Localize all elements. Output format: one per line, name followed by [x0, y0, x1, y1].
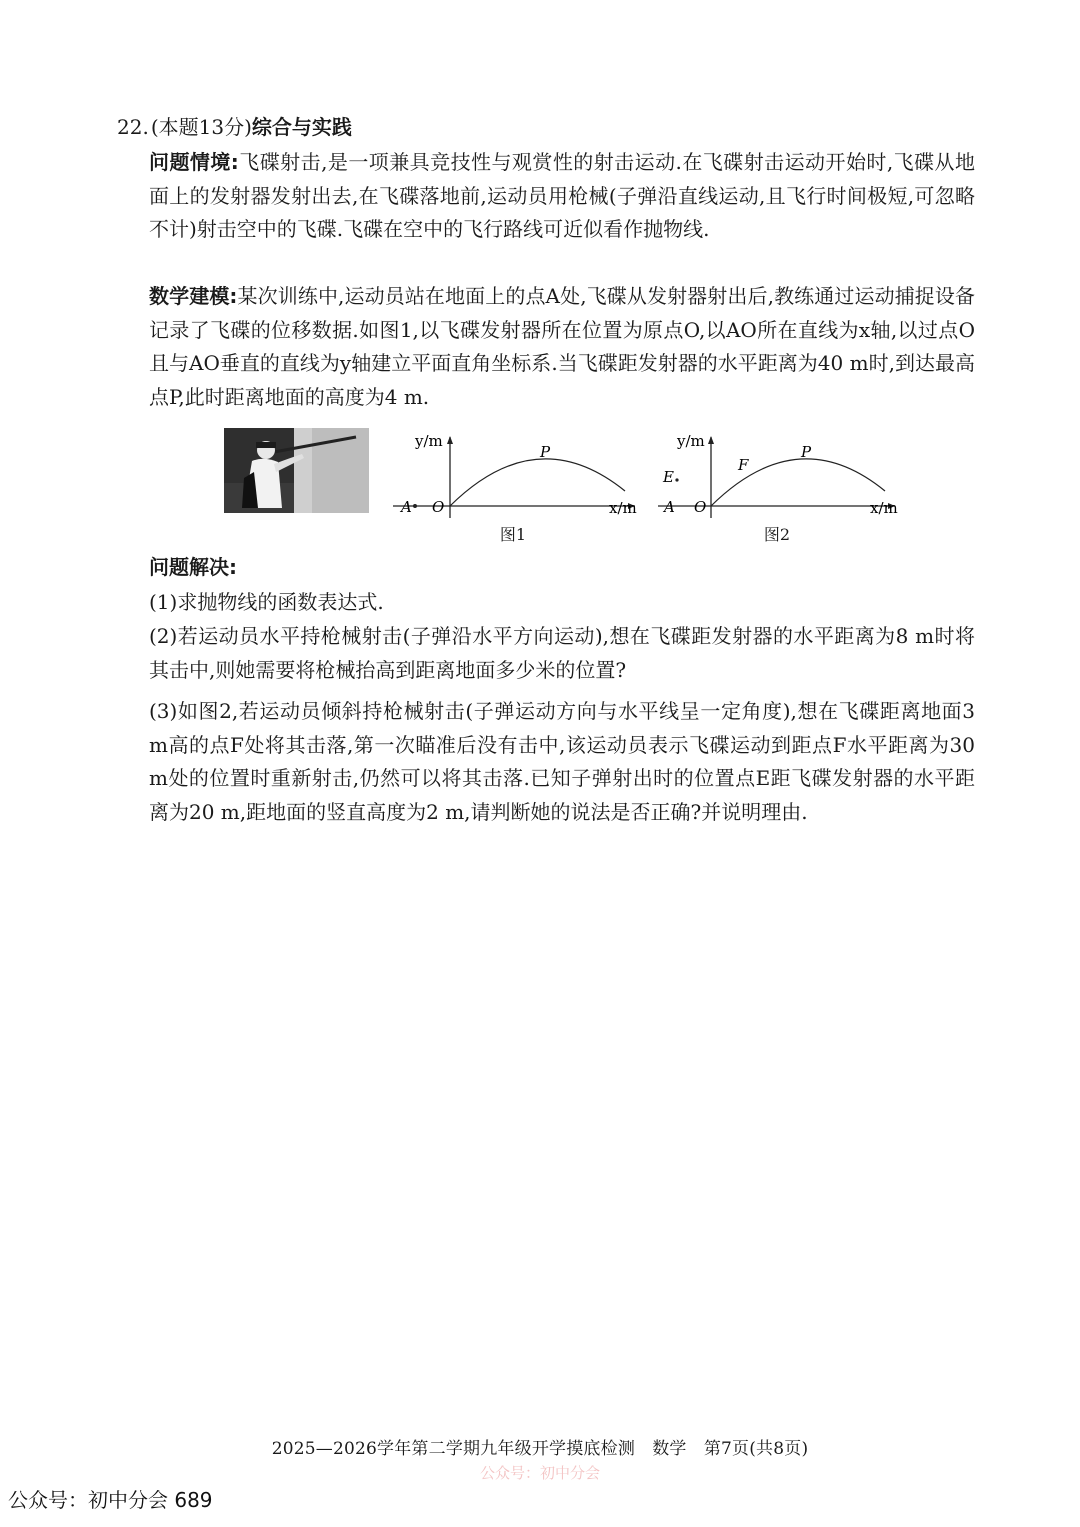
fig1-parabola: [450, 459, 625, 506]
page-footer: 2025—2026学年第二学期九年级开学摸底检测 数学 第7页(共8页): [271, 1439, 809, 1459]
fig2-y-arrow: [708, 436, 714, 444]
figure-1: [385, 432, 645, 524]
fig2-label-o: O: [694, 498, 707, 516]
watermark-text: 公众号：初中分会: [479, 1464, 600, 1482]
sub-question-1: (1)求抛物线的函数表达式.: [149, 590, 384, 614]
question-number: 22.: [117, 115, 149, 139]
fig1-label-o: O: [432, 498, 445, 516]
fig1-ylabel: y/m: [415, 432, 443, 450]
modeling-label: 数学建模:: [149, 284, 238, 308]
solve-label-line: [149, 551, 975, 585]
modeling-paragraph: [149, 280, 975, 414]
figure-2: [650, 432, 905, 524]
source-caption: 公众号：初中分会 689: [8, 1488, 213, 1512]
question-points: (本题13分): [150, 115, 252, 139]
sub-question-2: (2)若运动员水平持枪械射击(子弹沿水平方向运动),想在飞碟距发射器的水平距离为8 m时将其击中,则她需要将枪械抬高到距离地面多少米的位置?: [149, 624, 975, 682]
fig1-xlabel: x/m: [609, 499, 637, 517]
sub-question-3: (3)如图2,若运动员倾斜持枪械射击(子弹运动方向与水平线呈一定角度),想在飞碟距离地面3 m高的点F处将其击落,第一次瞄准后没有击中,该运动员表示飞碟运动到距点F水平距离为30 m处的位置时重新射击,仍然可以将其击落.已知子弹射出时的位置点E距飞碟发射器的水平距离为20 m,距地面的竖直高度为2 m,请判断她的说法是否正确?并说明理由.: [149, 699, 975, 824]
fig2-label-e: E: [663, 468, 674, 486]
context-label: 问题情境:: [149, 150, 239, 174]
fig1-caption: 图1: [499, 525, 527, 544]
fig1-label-p: P: [540, 443, 551, 461]
fig2-label-a: A: [664, 498, 675, 516]
fig2-point-e: [675, 478, 678, 481]
fig2-xlabel: x/m: [870, 499, 898, 517]
solve-label: 问题解决:: [149, 555, 237, 579]
question-header: [117, 113, 352, 141]
fig1-point-a: [413, 504, 417, 508]
fig2-caption: 图2: [763, 525, 791, 544]
question-category: 综合与实践: [251, 115, 352, 139]
modeling-text: 某次训练中,运动员站在地面上的点A处,飞碟从发射器射出后,教练通过运动捕捉设备记录了飞碟的位移数据.如图1,以飞碟发射器所在位置为原点O,以AO所在直线为x轴,以过点O且与AO垂直的直线为y轴建立平面直角坐标系.当飞碟距发射器的水平距离为40 m时,到达最高点P,此时距离地面的高度为4 m.: [149, 284, 976, 409]
context-paragraph: [149, 146, 975, 247]
shooter-photo: [224, 428, 369, 513]
fig1-label-a: A: [401, 498, 412, 516]
fig2-ylabel: y/m: [677, 432, 705, 450]
fig1-y-arrow: [447, 436, 453, 444]
fig2-label-f: F: [738, 456, 749, 474]
context-text: 飞碟射击,是一项兼具竞技性与观赏性的射击运动.在飞碟射击运动开始时,飞碟从地面上的发射器发射出去,在飞碟落地前,运动员用枪械(子弹沿直线运动,且飞行时间极短,可忽略不计)射击空中的飞碟.飞碟在空中的飞行路线可近似看作抛物线.: [149, 150, 976, 241]
fig2-label-p: P: [801, 443, 812, 461]
